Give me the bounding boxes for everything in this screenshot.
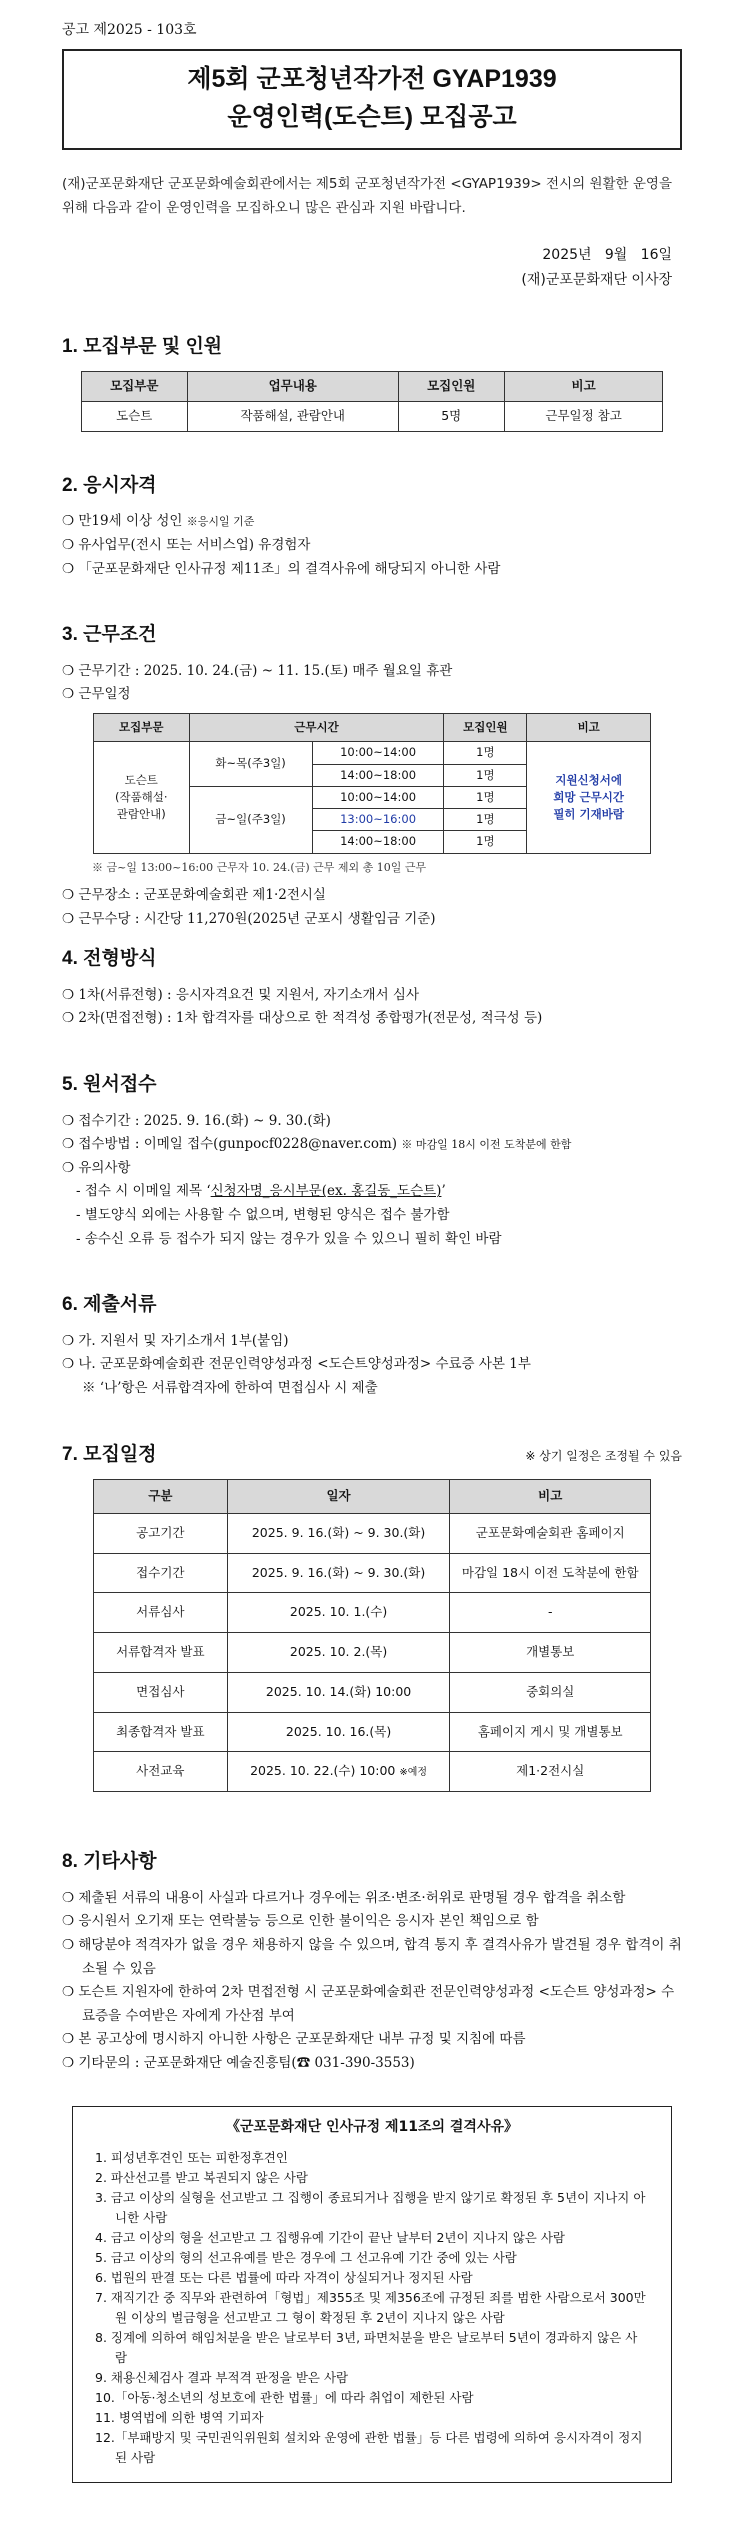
list-item: ❍ 가. 지원서 및 자기소개서 1부(붙임) xyxy=(62,1332,289,1349)
table-cell: - xyxy=(450,1593,651,1633)
list-item: ❍ 1차(서류전형) : 응시자격요건 및 지원서, 자기소개서 심사 xyxy=(62,986,420,1003)
table-cell: 군포문화예술회관 홈페이지 xyxy=(450,1513,651,1553)
table-cell: 서류합격자 발표 xyxy=(94,1633,228,1673)
qualification-text: ❍ 「군포문화재단 인사규정 제11조」의 결격사유에 해당되지 아니한 사람 xyxy=(62,560,501,577)
list-item: ❍ 본 공고상에 명시하지 아니한 사항은 군포문화재단 내부 규정 및 지침에 따름 xyxy=(62,2031,526,2048)
list-item: 1. 피성년후견인 또는 피한정후견인 xyxy=(95,2149,288,2165)
time-cell: 14:00~18:00 xyxy=(312,831,444,853)
dept-line: 도슨트 xyxy=(124,772,158,787)
list-item: ❍ 제출된 서류의 내용이 사실과 다르거나 경우에는 위조·변조·허위로 판명될 경우 합격을 취소함 xyxy=(62,1889,626,1906)
notice-number: 공고 제2025 - 103호 xyxy=(62,22,197,38)
work-period: ❍ 근무기간 : 2025. 10. 24.(금) ~ 11. 15.(토) 매주 월요일 휴관 xyxy=(62,662,453,679)
day-group-cell: 금~일(주3일) xyxy=(189,786,312,853)
day-group-cell: 화~목(주3일) xyxy=(189,742,312,787)
remark-line: 희망 근무시간 xyxy=(553,789,624,804)
issuer: (재)군포문화재단 이사장 xyxy=(521,271,672,288)
table-cell: 마감일 18시 이전 도착분에 한함 xyxy=(450,1553,651,1593)
caution-text: ’ xyxy=(441,1183,446,1200)
list-item: 4. 금고 이상의 형을 선고받고 그 집행유예 기간이 끝난 날부터 2년이 지나지 않은 사람 xyxy=(95,2229,566,2245)
table-row xyxy=(81,402,663,432)
table-row xyxy=(94,742,651,764)
dept-cell xyxy=(94,742,190,853)
section-7-heading: 7. 모집일정 xyxy=(62,1443,157,1465)
table-cell: 2025. 10. 16.(목) xyxy=(227,1712,450,1752)
disqualification-list xyxy=(95,2148,649,2468)
section-7-heading-row xyxy=(62,1441,682,1470)
table-header: 비고 xyxy=(504,372,663,402)
count-cell: 1명 xyxy=(444,764,527,786)
table-cell: 도슨트 xyxy=(81,402,187,432)
table-header: 일자 xyxy=(227,1480,450,1514)
section-5-heading: 5. 원서접수 xyxy=(62,1074,157,1096)
table-cell: 서류심사 xyxy=(94,1593,228,1633)
time-cell: 10:00~14:00 xyxy=(312,742,444,764)
time-cell: 14:00~18:00 xyxy=(312,764,444,786)
caution-text: - 접수 시 이메일 제목 ‘ xyxy=(76,1183,211,1200)
table-row xyxy=(94,1712,651,1752)
caution-item xyxy=(62,1180,682,1204)
intro-text: (재)군포문화재단 군포문화예술회관에서는 제5회 군포청년작가전 <GYAP1939> 전시의 원활한 운영을 위해 다음과 같이 운영인력을 모집하오니 많은 관심과 지원 바랍니다. xyxy=(62,176,672,217)
disqualification-title: 《군포문화재단 인사규정 제11조의 결격사유》 xyxy=(225,2118,518,2135)
table-header: 모집부문 xyxy=(94,714,190,742)
table-cell: 개별통보 xyxy=(450,1633,651,1673)
time-cell: 13:00~16:00 xyxy=(312,809,444,831)
recruit-table xyxy=(81,371,664,432)
apply-method-note: ※ 마감일 18시 이전 도착분에 한함 xyxy=(401,1138,572,1152)
schedule-table xyxy=(93,713,651,854)
work-pay: ❍ 근무수당 : 시간당 11,270원(2025년 군포시 생활임금 기준) xyxy=(62,910,436,927)
disqualification-box xyxy=(72,2106,672,2483)
work-place: ❍ 근무장소 : 군포문화예술회관 제1·2전시실 xyxy=(62,887,326,904)
table-header: 모집부문 xyxy=(81,372,187,402)
list-item: 2. 파산선고를 받고 복권되지 않은 사람 xyxy=(95,2169,308,2185)
dept-line: (작품해설· xyxy=(114,789,168,804)
title-line-2: 운영인력(도슨트) 모집공고 xyxy=(227,102,517,131)
table-header: 비고 xyxy=(450,1480,651,1514)
list-item: 3. 금고 이상의 실형을 선고받고 그 집행이 종료되거나 집행을 받지 않기로 확정된 후 5년이 지나지 아니한 사람 xyxy=(95,2189,646,2225)
count-cell: 1명 xyxy=(444,786,527,808)
list-item: 7. 재직기간 중 직무와 관련하여「형법」제355조 및 제356조에 규정된 죄를 범한 사람으로서 300만원 이상의 벌금형을 선고받고 그 형이 확정된 후 2년이 지나지 않은 사람 xyxy=(95,2289,646,2325)
list-item xyxy=(62,1133,682,1157)
table-cell: 최종합격자 발표 xyxy=(94,1712,228,1752)
table-row xyxy=(94,1672,651,1712)
schedule-adjust-note: ※ 상기 일정은 조정될 수 있음 xyxy=(525,1448,682,1463)
qualification-text: ❍ 만19세 이상 성인 xyxy=(62,513,187,530)
section-4-heading: 4. 전형방식 xyxy=(62,948,157,970)
title-box xyxy=(62,49,682,150)
apply-method: ❍ 접수방법 : 이메일 접수(gunpocf0228@naver.com) xyxy=(62,1136,402,1153)
table-header: 구분 xyxy=(94,1480,228,1514)
section-6-heading: 6. 제출서류 xyxy=(62,1294,157,1316)
list-item xyxy=(62,534,682,558)
list-item: ❍ 기타문의 : 군포문화재단 예술진흥팀(☎ 031-390-3553) xyxy=(62,2055,415,2072)
table-cell: 2025. 10. 2.(목) xyxy=(227,1633,450,1673)
list-item: 9. 채용신체검사 결과 부적격 판정을 받은 사람 xyxy=(95,2369,349,2385)
table-cell: 공고기간 xyxy=(94,1513,228,1553)
table-cell: 홈페이지 게시 및 개별통보 xyxy=(450,1712,651,1752)
table-cell: 제1·2전시실 xyxy=(450,1752,651,1792)
table-header: 비고 xyxy=(527,714,651,742)
qualification-note: ※응시일 기준 xyxy=(186,515,255,529)
documents-note: ※ ‘나’항은 서류합격자에 한하여 면접심사 시 제출 xyxy=(82,1380,378,1397)
table-cell xyxy=(227,1752,450,1792)
date-block xyxy=(62,243,682,293)
section-2-heading: 2. 응시자격 xyxy=(62,474,157,496)
table-row xyxy=(94,1553,651,1593)
table-row xyxy=(94,1593,651,1633)
count-cell: 1명 xyxy=(444,809,527,831)
recruit-schedule-table xyxy=(93,1479,651,1792)
table-header: 모집인원 xyxy=(398,372,504,402)
remark-line: 필히 기재바람 xyxy=(553,807,624,822)
list-item: ❍ 도슨트 지원자에 한하여 2차 면접전형 시 군포문화예술회관 전문인력양성과정 <도슨트 양성과정> 수료증을 수여받은 자에게 가산점 부여 xyxy=(62,1984,675,2024)
table-row xyxy=(94,1513,651,1553)
table-cell: 2025. 10. 14.(화) 10:00 xyxy=(227,1672,450,1712)
caution-label: ❍ 유의사항 xyxy=(62,1159,131,1176)
edu-date: 2025. 10. 22.(수) 10:00 xyxy=(250,1763,400,1779)
time-cell: 10:00~14:00 xyxy=(312,786,444,808)
list-item: 10.「아동·청소년의 성보호에 관한 법률」에 따라 취업이 제한된 사람 xyxy=(95,2389,474,2405)
table-cell: 접수기간 xyxy=(94,1553,228,1593)
caution-item: - 별도양식 외에는 사용할 수 없으며, 변형된 양식은 접수 불가함 xyxy=(76,1207,450,1224)
list-item: ❍ 나. 군포문화예술회관 전문인력양성과정 <도슨트양성과정> 수료증 사본 1부 xyxy=(62,1356,531,1373)
table-cell: 면접심사 xyxy=(94,1672,228,1712)
table-cell: 5명 xyxy=(398,402,504,432)
list-item: 12.「부패방지 및 국민권익위원회 설치와 운영에 관한 법률」등 다른 법령에 의하여 응시자격이 정지된 사람 xyxy=(95,2429,643,2465)
list-item: 11. 병역법에 의한 병역 기피자 xyxy=(95,2409,264,2425)
section-1-heading: 1. 모집부문 및 인원 xyxy=(62,335,223,357)
email-subject-format: 신청자명_응시부문(ex. 홍길동_도슨트) xyxy=(210,1183,442,1200)
table-cell: 2025. 9. 16.(화) ~ 9. 30.(화) xyxy=(227,1553,450,1593)
list-item xyxy=(62,510,682,534)
table-cell: 2025. 10. 1.(수) xyxy=(227,1593,450,1633)
section-8-heading: 8. 기타사항 xyxy=(62,1851,157,1873)
notice-date: 2025년 9월 16일 xyxy=(542,246,672,263)
apply-period: ❍ 접수기간 : 2025. 9. 16.(화) ~ 9. 30.(화) xyxy=(62,1112,331,1129)
title-line-1: 제5회 군포청년작가전 GYAP1939 xyxy=(187,65,557,93)
edu-date-note: ※예정 xyxy=(399,1767,428,1779)
remark-cell xyxy=(527,742,651,853)
table-cell: 중회의실 xyxy=(450,1672,651,1712)
list-item: 5. 금고 이상의 형의 선고유예를 받은 경우에 그 선고유예 기간 중에 있는 사람 xyxy=(95,2249,517,2265)
caution-item: - 송수신 오류 등 접수가 되지 않는 경우가 있을 수 있으니 필히 확인 바람 xyxy=(76,1230,502,1247)
table-header: 모집인원 xyxy=(444,714,527,742)
table-header: 업무내용 xyxy=(187,372,398,402)
count-cell: 1명 xyxy=(444,742,527,764)
schedule-footnote: ※ 금~일 13:00~16:00 근무자 10. 24.(금) 근무 제외 총 10일 근무 xyxy=(92,860,427,874)
list-item: ❍ 2차(면접전형) : 1차 합격자를 대상으로 한 적격성 종합평가(전문성, 적극성 등) xyxy=(62,1010,543,1027)
table-cell: 작품해설, 관람안내 xyxy=(187,402,398,432)
count-cell: 1명 xyxy=(444,831,527,853)
section-3-heading: 3. 근무조건 xyxy=(62,624,157,646)
table-header: 근무시간 xyxy=(189,714,444,742)
work-schedule-label: ❍ 근무일정 xyxy=(62,686,131,703)
remark-line: 지원신청서에 xyxy=(555,772,622,787)
table-row xyxy=(94,1633,651,1673)
list-item: 6. 법원의 판결 또는 다른 법률에 따라 자격이 상실되거나 정지된 사람 xyxy=(95,2269,473,2285)
qualification-text: ❍ 유사업무(전시 또는 서비스업) 유경험자 xyxy=(62,537,311,554)
list-item: ❍ 응시원서 오기재 또는 연락불능 등으로 인한 불이익은 응시자 본인 책임으로 함 xyxy=(62,1913,539,1930)
dept-line: 관람안내) xyxy=(116,807,166,822)
table-cell: 사전교육 xyxy=(94,1752,228,1792)
table-cell: 2025. 9. 16.(화) ~ 9. 30.(화) xyxy=(227,1513,450,1553)
table-row xyxy=(94,1752,651,1792)
list-item: ❍ 해당분야 적격자가 없을 경우 채용하지 않을 수 있으며, 합격 통지 후 결격사유가 발견될 경우 합격이 취소될 수 있음 xyxy=(62,1936,682,1977)
table-cell: 근무일정 참고 xyxy=(504,402,663,432)
list-item xyxy=(62,558,682,582)
list-item: 8. 징계에 의하여 해임처분을 받은 날로부터 3년, 파면처분을 받은 날로부터 5년이 경과하지 않은 사람 xyxy=(95,2329,638,2365)
